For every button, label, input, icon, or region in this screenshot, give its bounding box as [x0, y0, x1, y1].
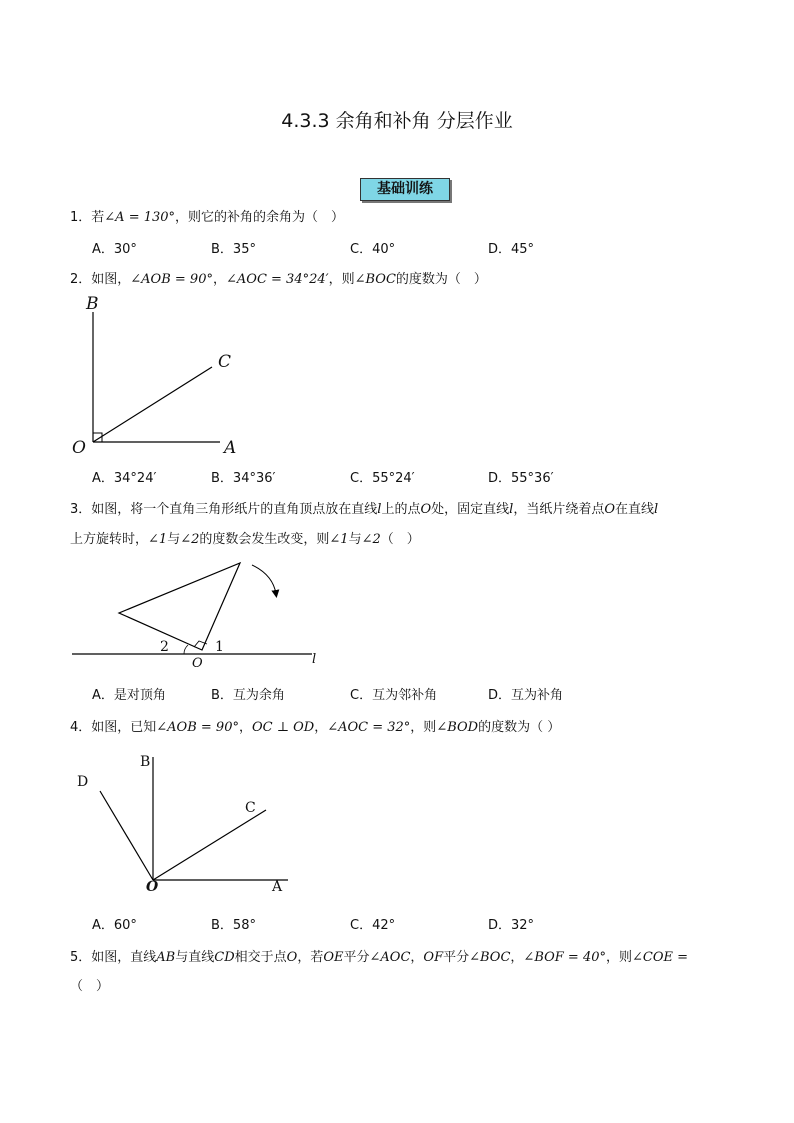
q3-l1-t1: 3．如图，将一个直角三角形纸片的直角顶点放在直线 [70, 502, 378, 517]
q1-option-b[interactable]: B．35° [211, 242, 256, 257]
q3-option-d[interactable]: D．互为补角 [488, 688, 564, 703]
q2-label-o: O [72, 438, 86, 458]
q2-sep: ， [212, 272, 226, 287]
q3-option-c[interactable]: C．互为邻补角 [350, 688, 438, 703]
q3-l2-m1: ∠1 [148, 532, 168, 547]
q5-m1: AB [156, 950, 176, 965]
q5-t6: ， [410, 950, 424, 965]
q5-m9: ∠COE = [632, 950, 689, 965]
question-1 [70, 206, 344, 225]
q1-option-c[interactable]: C．40° [350, 242, 396, 257]
q5-m6: OF [423, 950, 444, 965]
q4-label-d: D [77, 774, 89, 790]
section-label-basic-training: 基础训练 [360, 178, 450, 201]
q2-math2: ∠AOC = 34°24′ [226, 272, 329, 287]
question-3-line-2 [70, 528, 420, 547]
q1-option-a[interactable]: A．30° [92, 242, 137, 257]
q3-angle-2-arc [184, 645, 188, 654]
q2-tail: 的度数为（ ） [395, 272, 487, 287]
q3-rotation-arrow [252, 565, 276, 594]
q4-label-o: O [146, 879, 159, 895]
q4-lead: 4．如图，已知 [70, 720, 157, 735]
q1-tail: ，则它的补角的余角为（ ） [175, 210, 345, 225]
q3-l2-m4: ∠2 [361, 532, 381, 547]
q5-m7: ∠BOC [469, 950, 511, 965]
q3-l2-m3: ∠1 [329, 532, 349, 547]
q3-l1-t3: 处，固定直线 [431, 502, 510, 517]
q4-math4: ∠BOD [436, 720, 479, 735]
page-title: 4.3.3 余角和补角 分层作业 [281, 110, 513, 132]
q3-l1-t2: 上的点 [381, 502, 421, 517]
q4-option-c[interactable]: C．42° [350, 918, 396, 933]
q4-option-a[interactable]: A．60° [92, 918, 137, 933]
q2-figure [60, 290, 260, 460]
q2-ray-oc [93, 367, 212, 442]
q2-math1: ∠AOB = 90° [130, 272, 213, 287]
q3-l1-m5: l [654, 502, 659, 517]
q1-lead: 1．若 [70, 210, 105, 225]
q4-math1: ∠AOB = 90° [156, 720, 239, 735]
q4-math2: OC ⊥ OD [252, 720, 315, 735]
q1-option-d[interactable]: D．45° [488, 242, 535, 257]
q4-ray-od [100, 791, 153, 880]
question-5 [70, 946, 688, 965]
q3-l1-m2: O [420, 502, 432, 517]
q3-label-l: l [312, 652, 317, 667]
q4-sep1: ， [238, 720, 252, 735]
q3-label-o: O [192, 656, 203, 671]
q5-m2: CD [214, 950, 235, 965]
q2-label-a: A [224, 438, 237, 458]
q4-label-c: C [245, 800, 256, 816]
q3-option-b[interactable]: B．互为余角 [211, 688, 285, 703]
q5-m8: ∠BOF = 40° [523, 950, 606, 965]
q3-l2-t5: （ ） [380, 532, 420, 547]
q3-l2-t1: 上方旋转时， [70, 532, 149, 547]
q3-l2-t4: 与 [348, 532, 362, 547]
q3-l1-m4: O [604, 502, 616, 517]
q3-label-1: 1 [215, 639, 224, 655]
q2-option-a[interactable]: A．34°24′ [92, 471, 157, 486]
q5-t7: 平分 [443, 950, 470, 965]
q3-l2-t2: 与 [167, 532, 181, 547]
q1-math: ∠A = 130° [104, 210, 176, 225]
question-2 [70, 268, 487, 287]
q3-l2-m2: ∠2 [180, 532, 200, 547]
question-3-line-1 [70, 498, 658, 517]
q5-t8: ， [510, 950, 524, 965]
q2-lead: 2．如图， [70, 272, 131, 287]
q2-option-c[interactable]: C．55°24′ [350, 471, 415, 486]
q2-option-d[interactable]: D．55°36′ [488, 471, 554, 486]
q4-tail: 的度数为（ ） [478, 720, 561, 735]
q5-m4: OE [323, 950, 344, 965]
q4-label-a: A [272, 879, 283, 895]
q3-l2-t3: 的度数会发生改变，则 [199, 532, 330, 547]
q2-label-c: C [218, 352, 232, 372]
q3-triangle [119, 563, 240, 650]
q5-t3: 相交于点 [234, 950, 287, 965]
q2-math3: ∠BOC [354, 272, 396, 287]
q4-sep2: ， [314, 720, 328, 735]
q5-m3: O [286, 950, 298, 965]
q2-label-b: B [86, 294, 99, 314]
q4-mid: ，则 [410, 720, 437, 735]
q3-l1-m1: l [377, 502, 382, 517]
q3-label-2: 2 [160, 639, 169, 655]
q3-l1-m3: l [509, 502, 514, 517]
q4-figure [70, 745, 300, 890]
q4-label-b: B [140, 754, 151, 770]
q4-ray-oc [153, 810, 266, 880]
q4-option-d[interactable]: D．32° [488, 918, 535, 933]
q4-option-b[interactable]: B．58° [211, 918, 256, 933]
question-4 [70, 716, 560, 735]
q5-m5: ∠AOC [369, 950, 411, 965]
q5-t9: ，则 [606, 950, 633, 965]
q3-option-a[interactable]: A．是对顶角 [92, 688, 166, 703]
q3-l1-t4: ，当纸片绕着点 [513, 502, 605, 517]
q2-mid: ，则 [328, 272, 355, 287]
q3-figure [60, 555, 330, 670]
q5-t1: 5．如图，直线 [70, 950, 157, 965]
q2-option-b[interactable]: B．34°36′ [211, 471, 276, 486]
q3-l1-t5: 在直线 [615, 502, 655, 517]
question-5-line-2: （ ） [70, 979, 110, 994]
q5-t4: ，若 [297, 950, 324, 965]
q4-math3: ∠AOC = 32° [327, 720, 411, 735]
q5-t5: 平分 [343, 950, 370, 965]
q5-t2: 与直线 [175, 950, 215, 965]
